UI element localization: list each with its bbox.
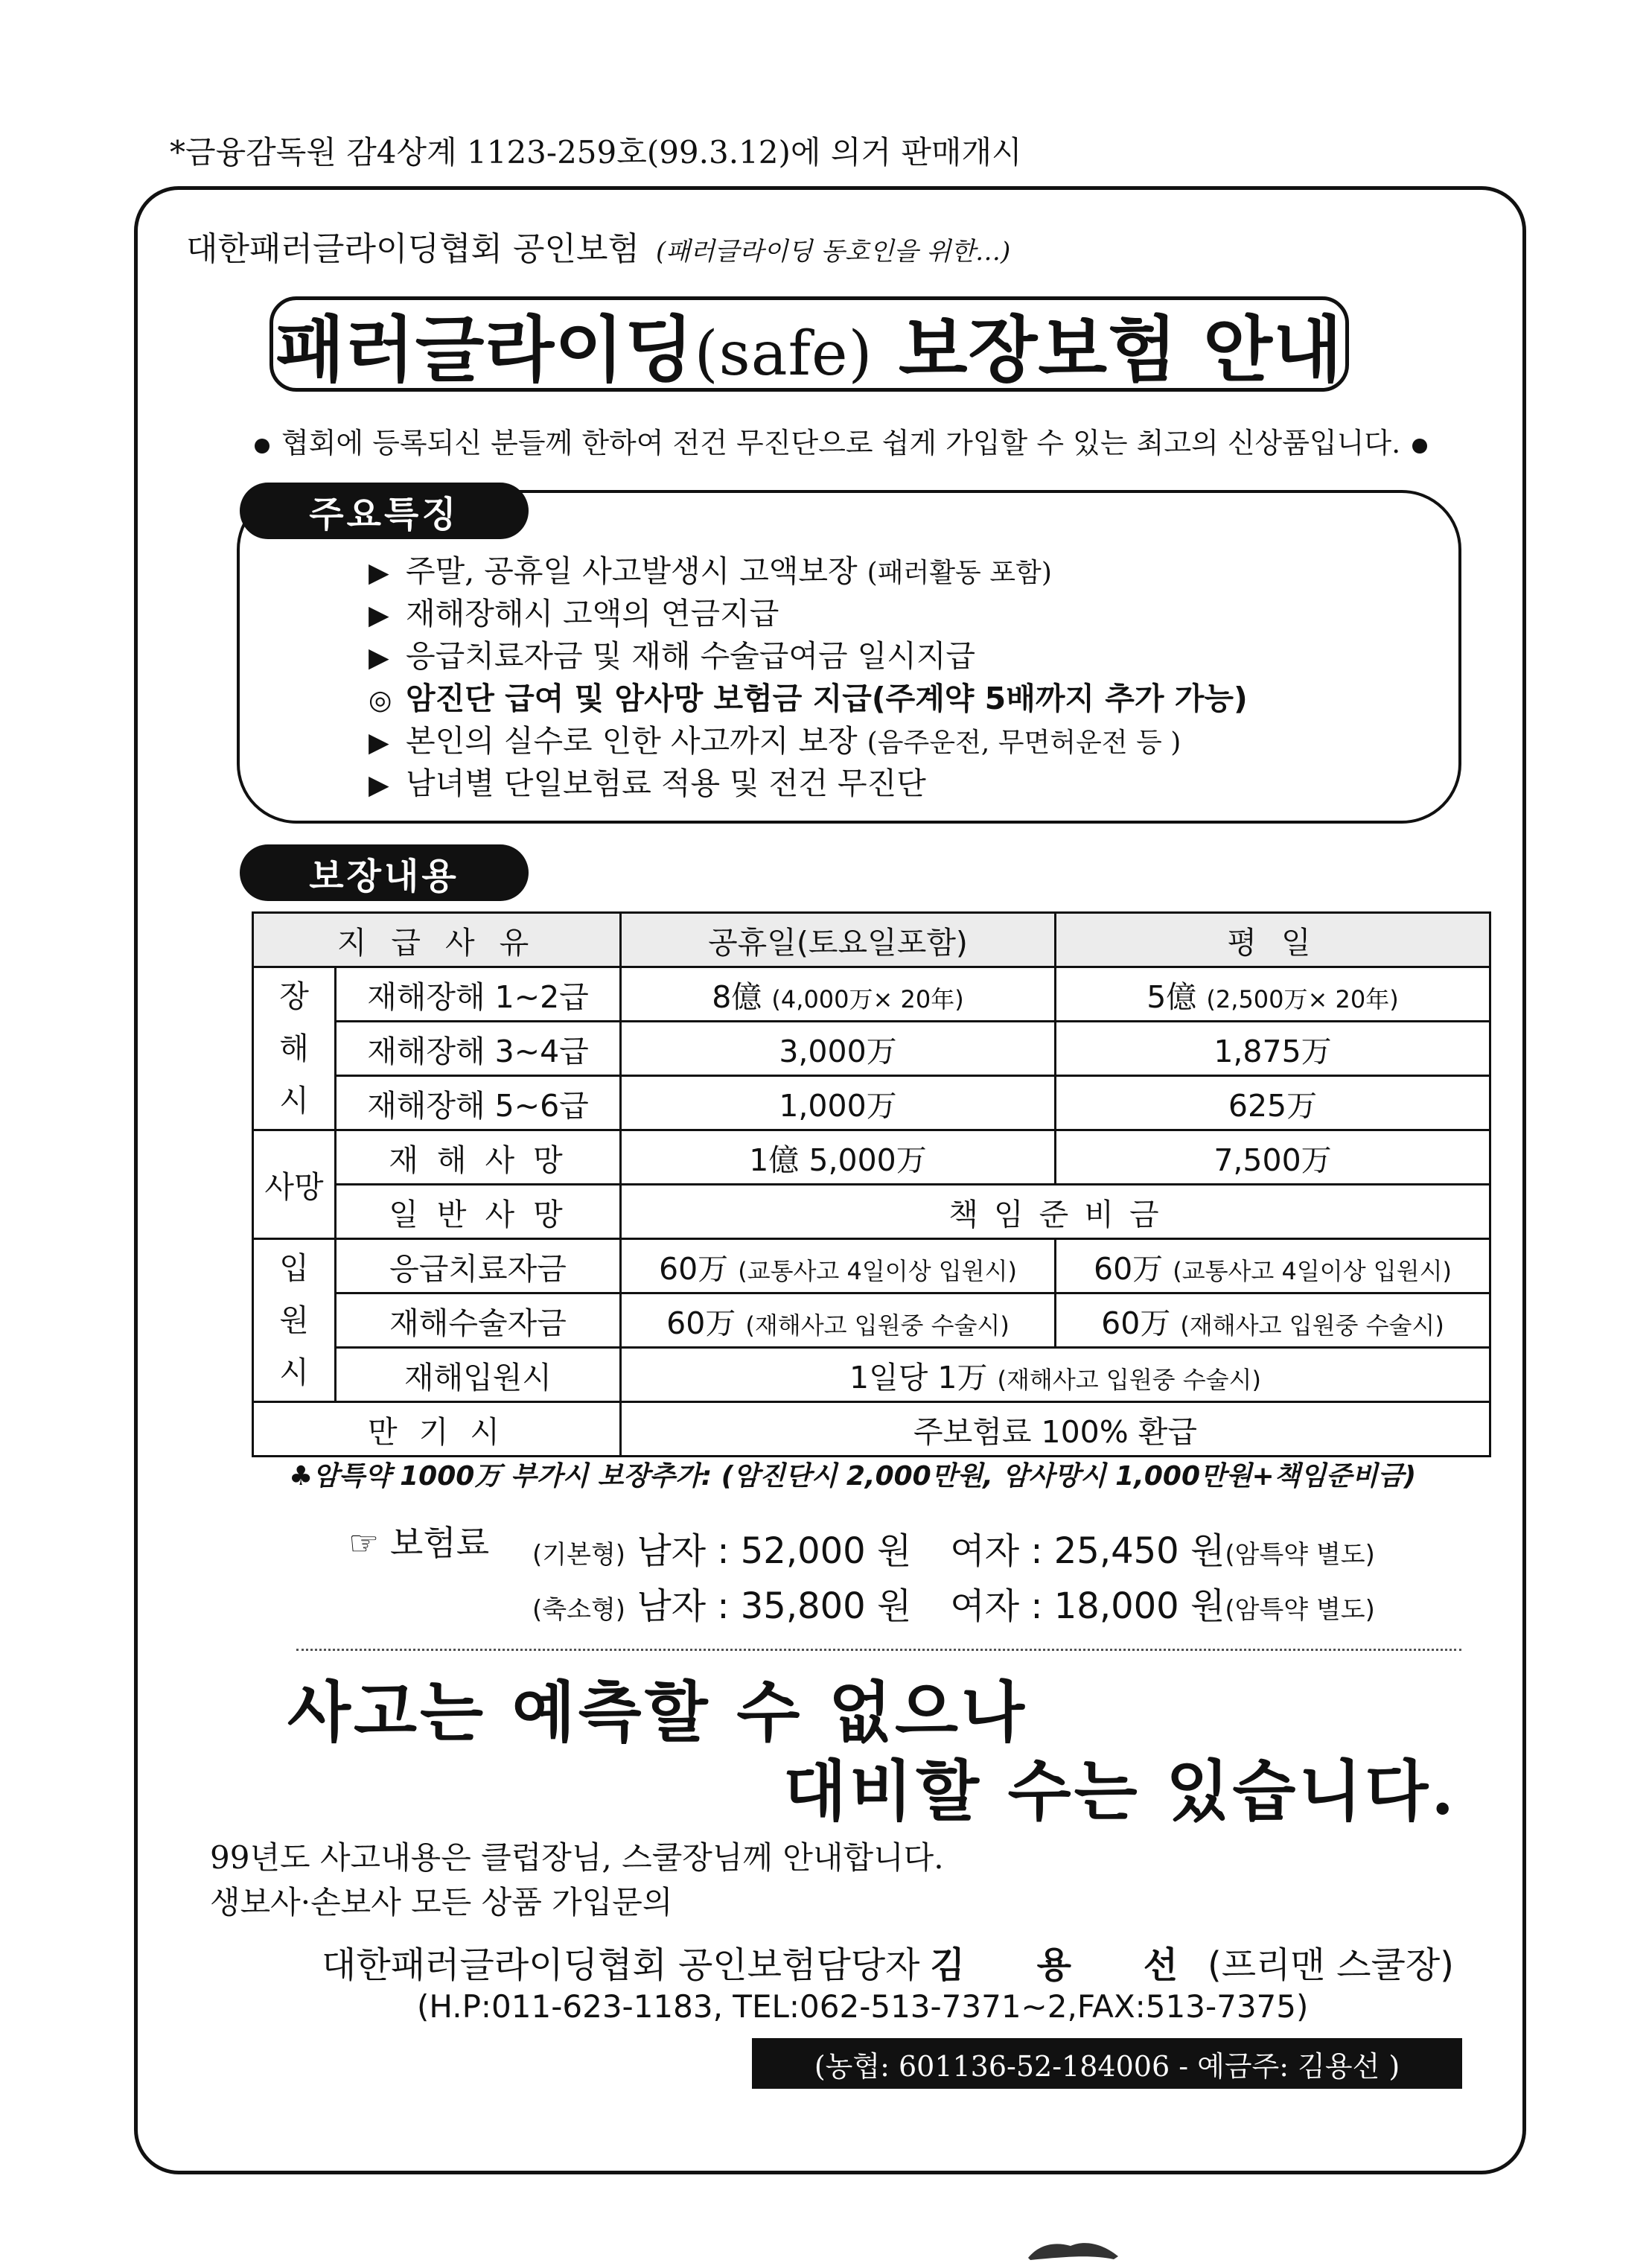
cell-note: (2,500万× 20年) xyxy=(1206,984,1399,1013)
arrow-right-icon: ▶ xyxy=(369,728,389,758)
table-cell xyxy=(621,1348,1490,1402)
cell-value: 60万 xyxy=(658,1250,729,1287)
title-prefix: 패러글라이딩 xyxy=(275,308,695,392)
dotted-divider xyxy=(296,1649,1461,1651)
row-label: 재해장해 3~4급 xyxy=(336,1022,621,1076)
header-weekday: 평 일 xyxy=(1056,913,1490,967)
row-label: 일 반 사 망 xyxy=(336,1185,621,1239)
feature-text: 남녀별 단일보험료 적용 및 전건 무진단 xyxy=(406,766,926,801)
cell-note: (재해사고 입원중 수술시) xyxy=(997,1365,1261,1394)
cell-note: (재해사고 입원중 수술시) xyxy=(745,1311,1010,1340)
row-label: 재해장해 1~2급 xyxy=(336,967,621,1022)
ink-smudge-icon xyxy=(1024,2238,1121,2261)
table-cell: 책 임 준 비 금 xyxy=(621,1185,1490,1239)
table-row xyxy=(253,1076,1490,1130)
bank-account: (농협: 601136-52-184006 - 예금주: 김용선 ) xyxy=(752,2038,1462,2089)
premium-note: (암특약 별도) xyxy=(1225,1540,1375,1570)
row-label: 응급치료자금 xyxy=(336,1239,621,1293)
cell-note: (교통사고 4일이상 입원시) xyxy=(738,1256,1017,1285)
cell-note: (재해사고 입원중 수술시) xyxy=(1180,1311,1444,1340)
table-cell xyxy=(621,967,1056,1022)
table-cell xyxy=(1056,967,1490,1022)
feature-text: 본인의 실수로 인한 사고까지 보장 xyxy=(406,723,858,759)
feature-note: (패러활동 포함) xyxy=(867,558,1052,588)
header-holiday: 공휴일(토요일포함) xyxy=(621,913,1056,967)
table-cell: 7,500万 xyxy=(1056,1130,1490,1185)
table-cell xyxy=(621,1239,1056,1293)
table-cell: 1,875万 xyxy=(1056,1022,1490,1076)
pointing-hand-icon: ☞ xyxy=(348,1523,380,1563)
premium-female: 여자 : 18,000 원 xyxy=(950,1585,1225,1627)
table-row xyxy=(253,1239,1490,1293)
feature-item xyxy=(369,763,1248,806)
feature-text: 응급치료자금 및 재해 수술급여금 일시지급 xyxy=(406,638,976,674)
association-subtitle: (패러글라이딩 동호인을 위한…) xyxy=(656,237,1011,267)
group-disability: 장 해 시 xyxy=(253,967,336,1130)
title-suffix: 보장보험 안내 xyxy=(898,308,1343,392)
contact-phone: (H.P:011-623-1183, TEL:062-513-7371~2,FAX:513-7375) xyxy=(417,1988,1309,2025)
table-row xyxy=(253,1293,1490,1348)
table-row xyxy=(253,913,1490,967)
table-cell xyxy=(1056,1239,1490,1293)
row-label: 재해수술자금 xyxy=(336,1293,621,1348)
feature-item xyxy=(369,551,1248,593)
table-row xyxy=(253,1185,1490,1239)
intro-line xyxy=(243,420,1439,461)
features-heading: 주요특징 xyxy=(240,483,529,539)
table-cell xyxy=(621,1293,1056,1348)
bullet-dot-icon xyxy=(1412,439,1427,453)
contact-role: (프리맨 스쿨장) xyxy=(1208,1944,1454,1986)
association-line xyxy=(186,222,1010,270)
table-row xyxy=(253,1130,1490,1185)
cell-value: 5億 xyxy=(1146,978,1197,1015)
table-cell: 625万 xyxy=(1056,1076,1490,1130)
arrow-right-icon: ▶ xyxy=(369,600,389,631)
premium-type: (기본형) xyxy=(532,1540,626,1570)
row-label: 재해입원시 xyxy=(336,1348,621,1402)
intro-text: 협회에 등록되신 분들께 한하여 전건 무진단으로 쉽게 가입할 수 있는 최고의 신상품입니다. xyxy=(281,427,1401,459)
table-row xyxy=(253,1022,1490,1076)
table-row xyxy=(253,1348,1490,1402)
arrow-right-icon: ▶ xyxy=(369,558,389,588)
premium-label xyxy=(348,1516,489,1565)
double-circle-icon: ◎ xyxy=(369,685,392,716)
cell-value: 60万 xyxy=(1101,1305,1171,1341)
contact-line xyxy=(322,1936,1454,1987)
premium-basic xyxy=(532,1522,1375,1573)
row-label: 재해장해 5~6급 xyxy=(336,1076,621,1130)
feature-note: (음주운전, 무면허운전 등 ) xyxy=(867,728,1181,758)
premium-male: 남자 : 35,800 원 xyxy=(637,1585,912,1627)
table-cell: 1,000万 xyxy=(621,1076,1056,1130)
premium-note: (암특약 별도) xyxy=(1225,1595,1375,1625)
arrow-right-icon: ▶ xyxy=(369,770,389,801)
group-hospital: 입 원 시 xyxy=(253,1239,336,1402)
info-line-2: 생보사·손보사 모든 상품 가입문의 xyxy=(210,1884,673,1920)
premium-reduced xyxy=(532,1577,1375,1629)
contact-name: 김 용 선 xyxy=(930,1944,1208,1986)
features-list xyxy=(369,551,1248,806)
cell-note: (교통사고 4일이상 입원시) xyxy=(1173,1256,1452,1285)
header-reason: 지 급 사 유 xyxy=(253,913,621,967)
table-cell xyxy=(1056,1293,1490,1348)
premium-male: 남자 : 52,000 원 xyxy=(637,1530,912,1572)
table-row xyxy=(253,1402,1490,1457)
cell-value: 60万 xyxy=(1093,1250,1164,1287)
arrow-right-icon: ▶ xyxy=(369,643,389,673)
row-label: 만 기 시 xyxy=(253,1402,621,1457)
page-title xyxy=(275,293,1343,395)
feature-text: 재해장해시 고액의 연금지급 xyxy=(406,596,779,631)
premium-label-text: 보험료 xyxy=(389,1523,490,1563)
feature-text: 암진단 급여 및 암사망 보험금 지급(주계약 5배까지 추가 가능) xyxy=(406,681,1248,716)
association-name: 대한패러글라이딩협회 공인보험 xyxy=(186,230,640,268)
feature-item xyxy=(369,678,1248,721)
slogan-line-1: 사고는 예측할 수 없으나 xyxy=(287,1673,1027,1751)
feature-item xyxy=(369,593,1248,636)
cell-value: 8億 xyxy=(712,978,762,1015)
cell-note: (4,000万× 20年) xyxy=(771,984,964,1013)
cell-value: 60万 xyxy=(666,1305,736,1341)
table-row xyxy=(253,967,1490,1022)
contact-org: 대한패러글라이딩협회 공인보험담당자 xyxy=(322,1944,920,1986)
table-cell: 1億 5,000万 xyxy=(621,1130,1056,1185)
group-death: 사망 xyxy=(253,1130,336,1239)
info-line-1: 99년도 사고내용은 클럽장님, 스쿨장님께 안내합니다. xyxy=(210,1839,944,1876)
feature-text: 주말, 공휴일 사고발생시 고액보장 xyxy=(406,553,858,589)
title-paren: (safe) xyxy=(694,318,873,389)
coverage-table xyxy=(252,911,1491,1457)
bullet-dot-icon xyxy=(255,439,270,453)
table-cell: 주보험료 100% 환급 xyxy=(621,1402,1490,1457)
feature-item xyxy=(369,636,1248,678)
premium-female: 여자 : 25,450 원 xyxy=(950,1530,1225,1572)
row-label: 재 해 사 망 xyxy=(336,1130,621,1185)
coverage-heading: 보장내용 xyxy=(240,844,529,901)
premium-type: (축소형) xyxy=(532,1595,626,1625)
slogan-line-2: 대비할 수는 있습니다. xyxy=(783,1752,1457,1830)
approval-notice: *금융감독원 감4상계 1123-259호(99.3.12)에 의거 판매개시 xyxy=(170,134,1022,171)
table-cell: 3,000万 xyxy=(621,1022,1056,1076)
cell-value: 1일당 1万 xyxy=(849,1359,988,1395)
feature-item xyxy=(369,721,1248,763)
title-box xyxy=(270,296,1349,392)
cancer-rider-note: ♣암특약 1000万 부가시 보장추가: (암진단시 2,000만원, 암사망시 1,000만원+책임준비금) xyxy=(289,1461,1417,1492)
